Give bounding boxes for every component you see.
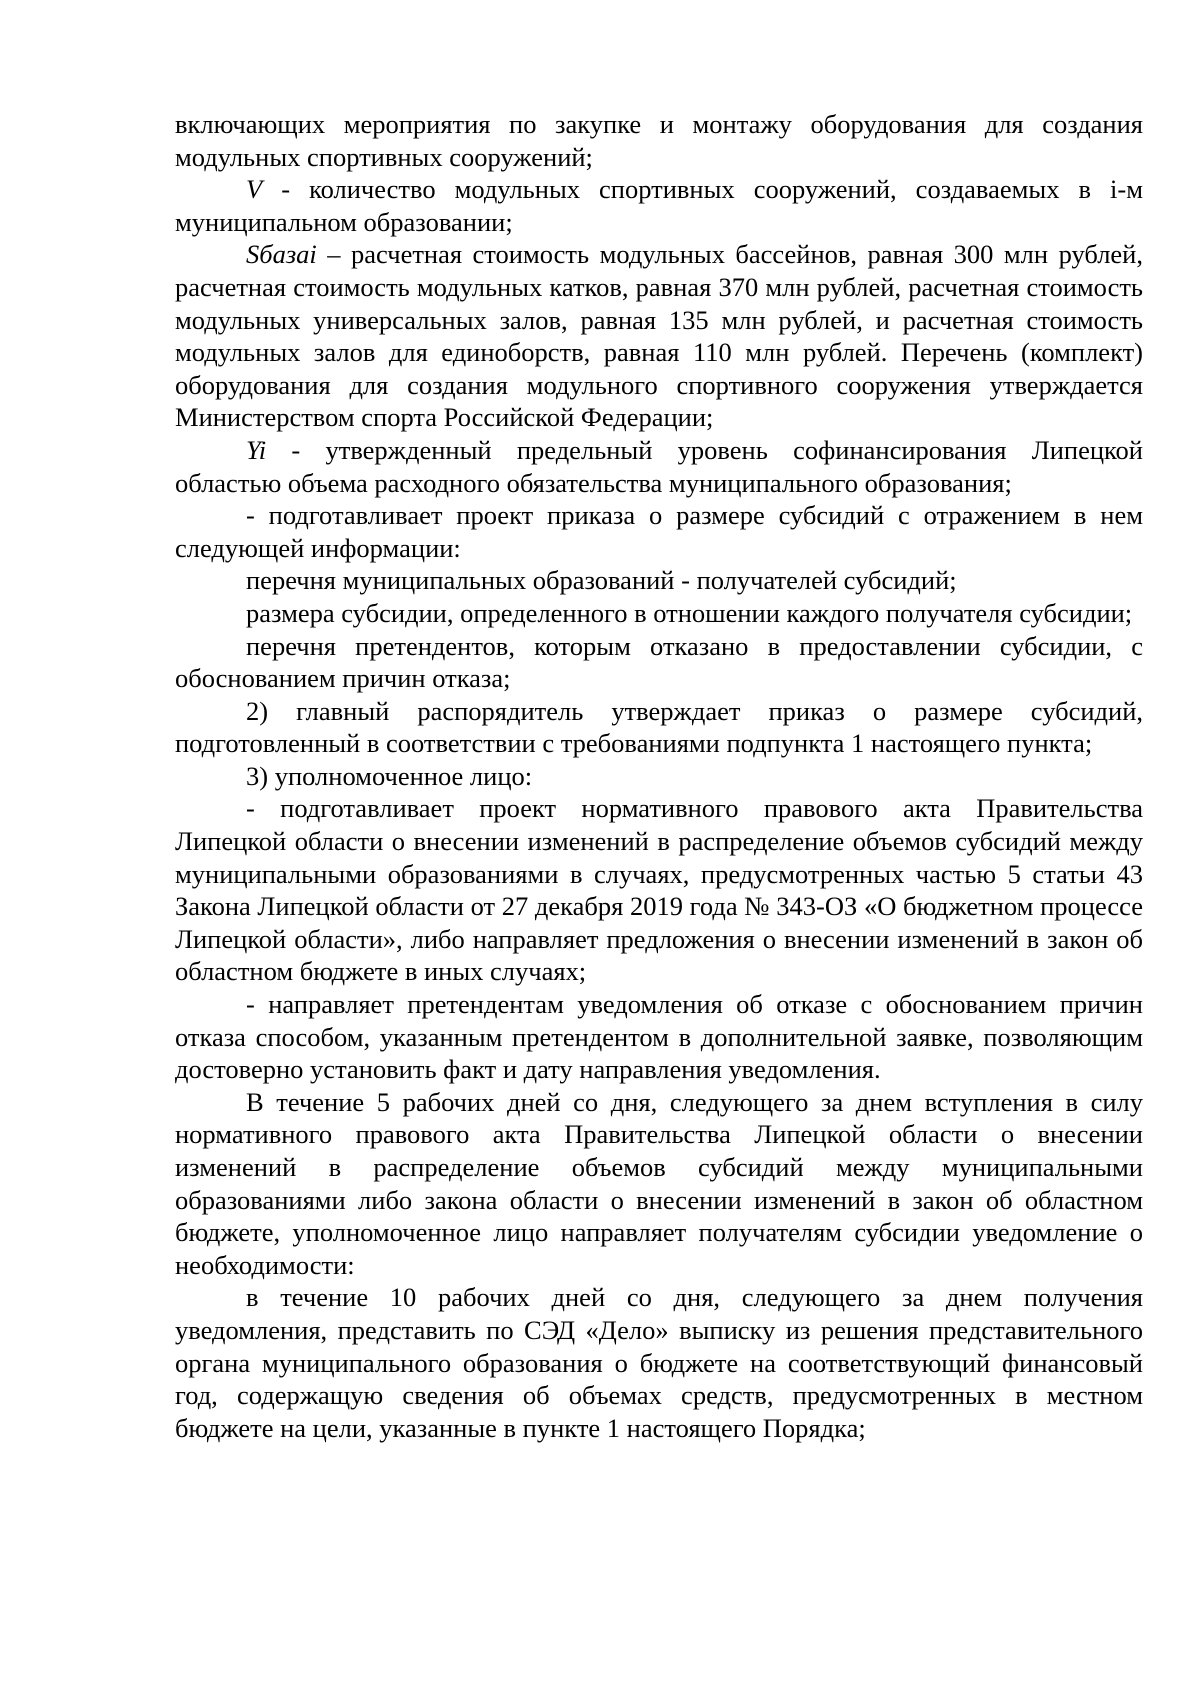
paragraph-4-text: - утвержденный предельный уровень софинансирования Липецкой областью объема расходного обязательства муниципального образования; (175, 434, 1143, 498)
paragraph-6: перечня муниципальных образований - получателей субсидий; (246, 565, 957, 596)
paragraph-10: 3) уполномоченное лицо: (246, 760, 533, 791)
paragraph-8: перечня претендентов, которым отказано в предоставлении субсидии, с обоснованием причин отказа; (175, 630, 1143, 694)
variable-v: V (246, 174, 263, 205)
paragraph-2 (175, 173, 1143, 238)
variable-sbazai: Sбазаi (246, 239, 317, 270)
paragraph-13: В течение 5 рабочих дней со дня, следующего за днем вступления в силу нормативного правового акта Правительства Липецкой области о внесении изменений в распределение объемов субсидий между муниципальными образованиями либо закона области о внесении изменений в закон об областном бюджете, уполномоченное лицо направляет получателям субсидии уведомление о необходимости: (175, 1086, 1143, 1280)
document-page (175, 108, 1143, 1444)
paragraph-3 (175, 238, 1143, 434)
paragraph-1: включающих мероприятия по закупке и монтажу оборудования для создания модульных спортивных сооружений; (175, 109, 1143, 172)
paragraph-9: 2) главный распорядитель утверждает приказ о размере субсидий, подготовленный в соответствии с требованиями подпункта 1 настоящего пункта; (175, 695, 1143, 759)
paragraph-11: - подготавливает проект нормативного правового акта Правительства Липецкой области о внесении изменений в распределение объемов субсидий между муниципальными образованиями в случаях, предусмотренных частью 5 статьи 43 Закона Липецкой области от 27 декабря 2019 года № 343-ОЗ «О бюджетном процессе Липецкой области», либо направляет предложения о внесении изменений в закон об областном бюджете в иных случаях; (175, 793, 1143, 987)
variable-yi: Yi (246, 434, 267, 465)
paragraph-2-text: - количество модульных спортивных сооружений, создаваемых в i-м муниципальном образовании; (175, 174, 1143, 237)
paragraph-3-text: – расчетная стоимость модульных бассейнов, равная 300 млн рублей, расчетная стоимость модульных катков, равная 370 млн рублей, расчетная стоимость модульных универсальных залов, равная 135 млн рублей, и расчетная стоимость модульных залов для единоборств, равная 110 млн рублей. Перечень (комплект) оборудования для создания модульного спортивного сооружения утверждается Министерством спорта Российской Федерации; (175, 239, 1143, 433)
paragraph-4 (175, 434, 1143, 499)
paragraph-5: - подготавливает проект приказа о размере субсидий с отражением в нем следующей информации: (175, 500, 1143, 563)
paragraph-14: в течение 10 рабочих дней со дня, следующего за днем получения уведомления, представить по СЭД «Дело» выписку из решения представительного органа муниципального образования о бюджете на соответствующий финансовый год, содержащую сведения об объемах средств, предусмотренных в местном бюджете на цели, указанные в пункте 1 настоящего Порядка; (175, 1282, 1143, 1443)
paragraph-7: размера субсидии, определенного в отношении каждого получателя субсидии; (246, 597, 1133, 628)
paragraph-12: - направляет претендентам уведомления об отказе с обоснованием причин отказа способом, указанным претендентом в дополнительной заявке, позволяющим достоверно установить факт и дату направления уведомления. (175, 989, 1143, 1085)
